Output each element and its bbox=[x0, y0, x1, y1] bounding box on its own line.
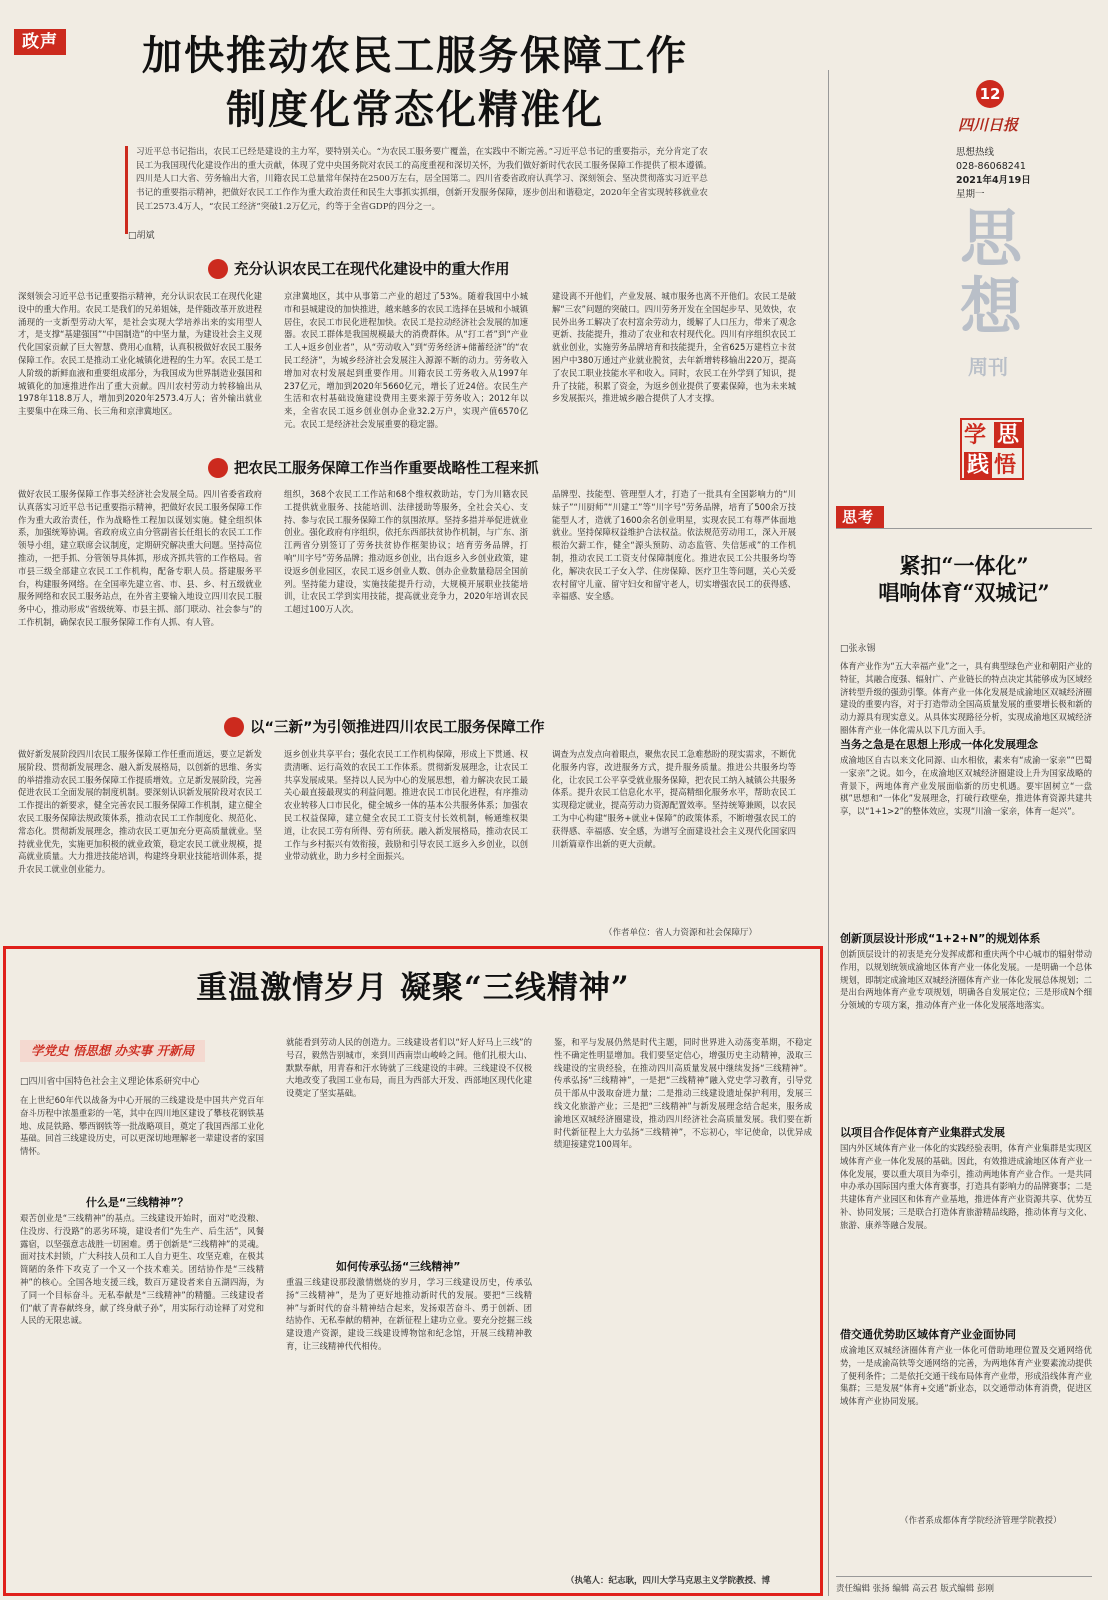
bottom-sub-2: 如何传承弘扬“三线精神” bbox=[336, 1260, 461, 1273]
slogan-banner: 学党史 悟思想 办实事 开新局 bbox=[20, 1040, 205, 1062]
section-heading-1: 充分认识农民工在现代化建设中的重大作用 bbox=[208, 258, 510, 279]
newspaper-logo: 四川日报 bbox=[958, 116, 1019, 134]
masthead-phone: 028-86068241 bbox=[956, 161, 1026, 172]
sec2-col-3: 品牌型、技能型、管理型人才，打造了一批具有全国影响力的“川妹子”“川厨师”“川建工”等“川字号”劳务品牌，培育了500余万技能型人才，造就了1600余名创业明星，实现农民工有尊严体面地就业。坚持保障权益维护合法权益。依法规范劳动用工，深入开展根治欠薪工作，健全“源头预防、动态监管、失信惩戒”的工作机制，推动农民工工资支付保障制度化。推进农民工公共服务均等化，解决农民工子女入学、住房保障、医疗卫生等问题，关心关爱农村留守儿童、留守妇女和留守老人，切实增强农民工的获得感、幸福感、安全感。 bbox=[552, 489, 796, 602]
sec2-col-1: 做好农民工服务保障工作事关经济社会发展全局。四川省委省政府认真落实习近平总书记重要指示精神，把做好农民工服务保障工作作为重大政治责任，作为战略性工程加以谋划实施。健全组织体系，加强统筹协调。省政府成立由分管副省长任组长的农民工工作领导小组，建立联席会议制度，定期研究解决重大问题。坚持高位推动，一把手抓、分管领导具体抓，形成齐抓共管的工作格局。省市县三级全部建立农民工工作机构，配备专职人员。搭建服务平台，构建服务网络。在全国率先建立省、市、县、乡、村五级就业服务网络和农民工服务站点，在外省主要输入地设立四川农民工服务中心，推动形成“省级统筹、市县主抓、部门联动、社会参与”的工作机制，确保农民工服务保障工作有人抓、有人管。 bbox=[18, 489, 262, 627]
right-article-title: 紧扣“一体化” 唱响体育“双城记” bbox=[878, 553, 1050, 605]
masthead-hotline-label: 思想热线 bbox=[956, 147, 995, 158]
masthead-char-xiang: 想 bbox=[960, 270, 1023, 343]
right-sub-2: 创新顶层设计形成“1+2+N”的规划体系 bbox=[840, 932, 1041, 945]
bullet-icon bbox=[208, 259, 228, 279]
right-para-1: 体育产业作为“五大幸福产业”之一，具有典型绿色产业和朝阳产业的特征，其融合度强、辐射广、产业链长的特点决定其能够成为区域经济转型升级的强劲引擎。体育产业一体化发展是成渝地区双城经济圈建设的重要内容，对于打造带动全国高质量发展的重要增长极和新的动力源具有现实意义。从具体实现路径分析，实现成渝地区双城经济圈体育产业一体化需从以下几方面入手。 bbox=[840, 661, 1092, 734]
right-para-2: 成渝地区自古以来文化同源、山水相依，素来有“成渝一家亲”“巴蜀一家亲”之说。如今，在成渝地区双城经济圈建设上升为国家战略的背景下，两地体育产业发展面临新的历史机遇。要牢固树立“一盘棋”思想和“一体化”发展理念，打破行政壁垒，推进体育资源共建共享，以“1+1>2”的整体效应，实现“川渝一家亲，体育一起兴”。 bbox=[840, 755, 1092, 817]
masthead-weekday: 星期一 bbox=[956, 189, 985, 200]
column-divider bbox=[828, 70, 829, 1596]
right-para-5: 成渝地区双城经济圈体育产业一体化可借助地理位置及交通网络优势，一是成渝高铁等交通网络的完善，为两地体育产业要素流动提供了便利条件；二是依托交通干线布局体育产业带，形成沿线体育产业集群；三是发展“体育+交通”新业态，以交通带动体育消费，促进区域体育产业协同发展。 bbox=[840, 1345, 1092, 1407]
sec1-col-2: 京津冀地区，其中从事第二产业的超过了53%。随着我国中小城市和县城建设的加快推进，越来越多的农民工选择在县城和小城镇居住，农民工市民化进程加快。农民工是拉动经济社会发展的加速器。农民工群体是我国规模最大的消费群体。从“打工者”到“产业工人+返乡创业者”，从“劳动收入”到“劳务经济+储蓄经济”的“农民工经济”，为城乡经济社会发展注入源源不断的动力。劳务收入增加对农村发展起到重要作用。川籍农民工劳务收入从1997年237亿元，增加到2020年5660亿元，增长了近24倍。农民生产生活和农村基础设施建设费用主要来源于劳务收入；2012年以来，全省农民工返乡创业创办企业32.2万户，实现产值6570亿元。农民工是经济社会发展重要的稳定器。 bbox=[284, 291, 528, 429]
section-heading-2: 把农民工服务保障工作当作重要战略性工程来抓 bbox=[208, 457, 539, 478]
section-tag-zhengsheng: 政声 bbox=[14, 29, 66, 55]
bottom-col-1b: 艰苦创业是“三线精神”的基点。三线建设开始时，面对“吃没粮、住没房、行没路”的恶劣环境，建设者们“先生产、后生活”，风餐露宿，以坚强意志战胜一切困难。勇于创新是“三线精神”的灵魂。面对技术封锁，广大科技人员和工人自力更生、攻坚克难，在极其简陋的条件下攻克了一个又一个技术难关。团结协作是“三线精神”的核心。全国各地支援三线，数百万建设者来自五湖四海，为了同一个目标奋斗。无私奉献是“三线精神”的精髓。三线建设者们“献了青春献终身，献了终身献子孙”，用实际行动诠释了对党和人民的无限忠诚。 bbox=[20, 1213, 264, 1326]
page-number-badge: 12 bbox=[976, 80, 1004, 108]
intro-paragraph: 习近平总书记指出，农民工已经是建设的主力军，要特别关心。“为农民工服务要广覆盖，在实践中不断完善。”习近平总书记的重要指示，充分肯定了农民工为我国现代化建设作出的重大贡献，体现了党中央国务院对农民工的高度重视和深切关怀，为我们做好新时代农民工服务保障工作提供了根本遵循。四川是人口大省、劳务输出大省，川籍农民工总量常年保持在2500万左右，居全国第二。四川省委省政府认真学习、深刻领会、坚决贯彻落实习近平总书记的重要指示精神，把做好农民工工作作为重大政治责任和民生大事抓实抓细，创新开发服务保障，逐步创出和谐稳定，2020年全省实现转移就业农民工2573.4万人，“农民工经济”突破1.2万亿元，约等于全省GDP的四分之一。 bbox=[125, 146, 715, 234]
editor-footer: 责任编辑 张扬 编辑 高云君 版式编辑 彭刚 bbox=[836, 1584, 995, 1594]
right-para-4: 国内外区域体育产业一体化的实践经验表明，体育产业集群是实现区域体育产业一体化发展的基础。因此，有效推进成渝地区体育产业一体化发展，要以重大项目为牵引，推动两地体育产业合作。一是共同申办承办国际国内重大体育赛事，打造具有影响力的品牌赛事；二是共建体育产业园区和体育产业基地，推进体育产业资源共享、优势互补、协同发展；三是联合打造体育旅游精品线路，推动体育与文化、旅游、康养等融合发展。 bbox=[840, 1143, 1092, 1230]
sec3-author: （作者单位：省人力资源和社会保障厅） bbox=[604, 928, 758, 938]
xue-si-jian-wu-seal: 学 思 践 悟 bbox=[960, 418, 1024, 480]
bottom-col-2a: 就能看到劳动人民的创造力。三线建设者们以“好人好马上三线”的号召，毅然告别城市，来到川西南崇山峻岭之间。他们扎根大山、默默奉献，用青春和汗水铸就了三线建设的丰碑。三线建设不仅极大地改变了我国工业布局，而且为西部大开发、西部地区现代化建设奠定了坚实基础。 bbox=[286, 1037, 532, 1099]
sec3-col-3: 调查为点发点向着眼点，聚焦农民工急难愁盼的现实需求，不断优化服务内容，改进服务方式，提升服务质量。推进公共服务均等化，让农民工公平享受就业服务保障，把农民工纳入城镇公共服务体系。提升农民工信息化水平，提高精细化服务水平，帮助农民工实现稳定就业，提高劳动力资源配置效率。坚持统筹兼顾，以农民工为中心构建“服务+就业+保障”的政策体系，不断增强农民工的获得感、幸福感、安全感，为谱写全面建设社会主义现代化国家四川新篇章作出新的更大贡献。 bbox=[552, 749, 796, 849]
section-heading-3: 以“三新”为引领推进四川农民工服务保障工作 bbox=[224, 716, 545, 737]
right-sub-1: 当务之急是在思想上形成一体化发展理念 bbox=[840, 738, 1038, 751]
sec1-col-3: 建设离不开他们，产业发展、城市服务也离不开他们。农民工是破解“三农”问题的突破口。四川劳务开发在全国起步早、见效快，农民外出务工解决了农村富余劳动力，缓解了人口压力，带来了观念更新、技能提升，推动了农业和农村现代化。四川有序组织农民工就业创业，实施劳务品牌培育和技能提升，全省625万建档立卡贫困户中380万通过产业就业脱贫，去年新增转移输出220万，提高了农民工职业技能水平和收入。同时，农民工在外学到了知识，提升了技能，积累了资金，为返乡创业提供了要素保障，也为未来城乡发展振兴，推进城乡融合提供了人才支撑。 bbox=[552, 291, 796, 404]
bullet-icon bbox=[224, 717, 244, 737]
right-byline: □张永锡 bbox=[840, 644, 876, 654]
headline-line-1: 加快推动农民工服务保障工作 bbox=[142, 32, 688, 79]
bullet-icon bbox=[208, 458, 228, 478]
masthead-char-si: 思 bbox=[960, 202, 1023, 275]
sec1-col-1: 深刻领会习近平总书记重要指示精神，充分认识农民工在现代化建设中的重大作用。农民工是我们的兄弟姐妹，是伴随改革开放进程涌现的一支新型劳动大军，是社会实现大学培养出来的实用型人才，是支撑“基建强国”“中国制造”的中坚力量，为建设社会主义现代化国家贡献了巨大智慧、费用心血精，认真积极做好农民工服务保障工作。农民工是推动工业化城镇化进程的生力军。农民工是工人阶级的新鲜血液和重要组成部分，为我国成为世界制造业强国和城镇化的加速推进作出了重大贡献。四川农村劳动力转移输出从1978年118.8万人，增加到2020年2573.4万人；省外输出就业主要集中在珠三角、长三角和京津冀地区。 bbox=[18, 291, 262, 417]
bottom-author-note: （执笔人：纪志耿，四川大学马克思主义学院教授、博 bbox=[566, 1576, 771, 1586]
right-sub-4: 借交通优势助区域体育产业金面协同 bbox=[840, 1328, 1016, 1341]
bottom-byline: □四川省中国特色社会主义理论体系研究中心 bbox=[20, 1077, 200, 1087]
section-tag-sikao: 思考 bbox=[836, 506, 884, 528]
bottom-col-1a: 在上世纪60年代以战备为中心开展的三线建设是中国共产党百年奋斗历程中浓墨重彩的一笔，其中在四川地区建设了攀枝花钢铁基地、成昆铁路、攀西钢铁等一批战略项目，奠定了我国西部工业化基础。回首三线建设历史，可以更深切地理解老一辈建设者的家国情怀。 bbox=[20, 1095, 264, 1157]
headline-line-2: 制度化常态化精准化 bbox=[226, 86, 604, 133]
right-sub-3: 以项目合作促体育产业集群式发展 bbox=[840, 1126, 1005, 1139]
bottom-col-3: 鉴，和平与发展仍然是时代主题，同时世界进入动荡变革期，不稳定性不确定性明显增加。我们要坚定信心，增强历史主动精神，汲取三线建设的宝贵经验，在推动四川高质量发展中继续发扬“三线精神”。传承弘扬“三线精神”，一是把“三线精神”融入党史学习教育，引导党员干部从中汲取奋进力量；二是推动三线建设遗址保护利用，发展三线文化旅游产业；三是把“三线精神”与新发展理念结合起来，服务成渝地区双城经济圈建设，推动四川经济社会高质量发展。我们要在新时代新征程上大力弘扬“三线精神”，不忘初心，牢记使命，以优异成绩迎接建党100周年。 bbox=[554, 1037, 812, 1150]
masthead-zhoukan: 周刊 bbox=[968, 355, 1008, 379]
sec2-col-2: 组织，368个农民工工作站和68个维权救助站，专门为川籍农民工提供就业服务、技能培训、法律援助等服务，全社会关心、支持、参与农民工服务保障工作的氛围浓厚。坚持多措并举促进就业创业。强化政府有序组织，依托东西部扶贫协作机制，与广东、浙江两省分别签订了劳务扶贫协作框架协议；培育劳务品牌，打响“川字号”劳务品牌；推动返乡创业，出台返乡入乡创业政策，建设返乡创业园区，农民工返乡创业人数、创办企业数量稳居全国前列。坚持能力建设，实施技能提升行动，大规模开展职业技能培训，让农民工学到实用技能，提高就业竞争力，2020年培训农民工超过100万人次。 bbox=[284, 489, 528, 615]
divider bbox=[836, 528, 1092, 529]
sec3-col-2: 返乡创业共享平台；强化农民工工作机构保障，形成上下贯通、权责清晰、运行高效的农民工工作体系。贯彻新发展理念，让农民工共享发展成果。坚持以人民为中心的发展思想，着力解决农民工最关心最直接最现实的利益问题。推进农民工市民化进程，有序推动农业转移人口市民化，健全城乡一体的基本公共服务体系；加强农民工权益保障，建立健全农民工工资支付长效机制，畅通维权渠道，让农民工劳有所得、劳有所获。融入新发展格局，推动农民工工作与乡村振兴有效衔接，鼓励和引导农民工返乡入乡创业，以创业带动就业，助力乡村全面振兴。 bbox=[284, 749, 528, 862]
right-author-note: （作者系成都体育学院经济管理学院教授） bbox=[900, 1516, 1062, 1526]
divider bbox=[836, 1576, 1092, 1577]
bottom-sub-1: 什么是“三线精神”？ bbox=[86, 1196, 189, 1209]
masthead-date: 2021年4月19日 bbox=[956, 175, 1031, 186]
right-para-3: 创新顶层设计的初衷是充分发挥成都和重庆两个中心城市的辐射带动作用，以规划统领成渝地区体育产业一体化发展。一是明确一个总体规划，即制定成渝地区双城经济圈体育产业一体化发展总体规划；二是出台两地体育产业专项规划，明确各自发展定位；三是形成N个细分领域的专项方案，推动体育产业一体化发展落地落实。 bbox=[840, 949, 1092, 1011]
bottom-col-2b: 重温三线建设那段激情燃烧的岁月，学习三线建设历史，传承弘扬“三线精神”，是为了更好地推动新时代的发展。要把“三线精神”与新时代的奋斗精神结合起来，发扬艰苦奋斗、勇于创新、团结协作、无私奉献的精神，在新征程上建功立业。要充分挖掘三线建设遗产资源，建设三线建设博物馆和纪念馆，开展三线精神教育，让三线精神代代相传。 bbox=[286, 1277, 532, 1351]
byline: □胡斌 bbox=[128, 231, 155, 241]
sec3-col-1: 做好新发展阶段四川农民工服务保障工作任重而道远，要立足新发展阶段、贯彻新发展理念、融入新发展格局，以创新的思维、务实的举措推动农民工服务保障工作提质增效。立足新发展阶段，完善促进农民工全面发展的制度机制。要深刻认识新发展阶段对农民工工作提出的新要求，健全完善农民工服务保障工作机制，建立健全农民工服务保障法规政策体系，推动农民工工作制度化、规范化、常态化。贯彻新发展理念，推动农民工更加充分更高质量就业。坚持就业优先，实施更加积极的就业政策，稳定农民工就业规模，提高就业质量。大力推进技能培训，构建终身职业技能培训体系，提升农民工就业创业能力。 bbox=[18, 749, 262, 875]
bottom-headline: 重温激情岁月 凝聚“三线精神” bbox=[196, 970, 630, 1006]
